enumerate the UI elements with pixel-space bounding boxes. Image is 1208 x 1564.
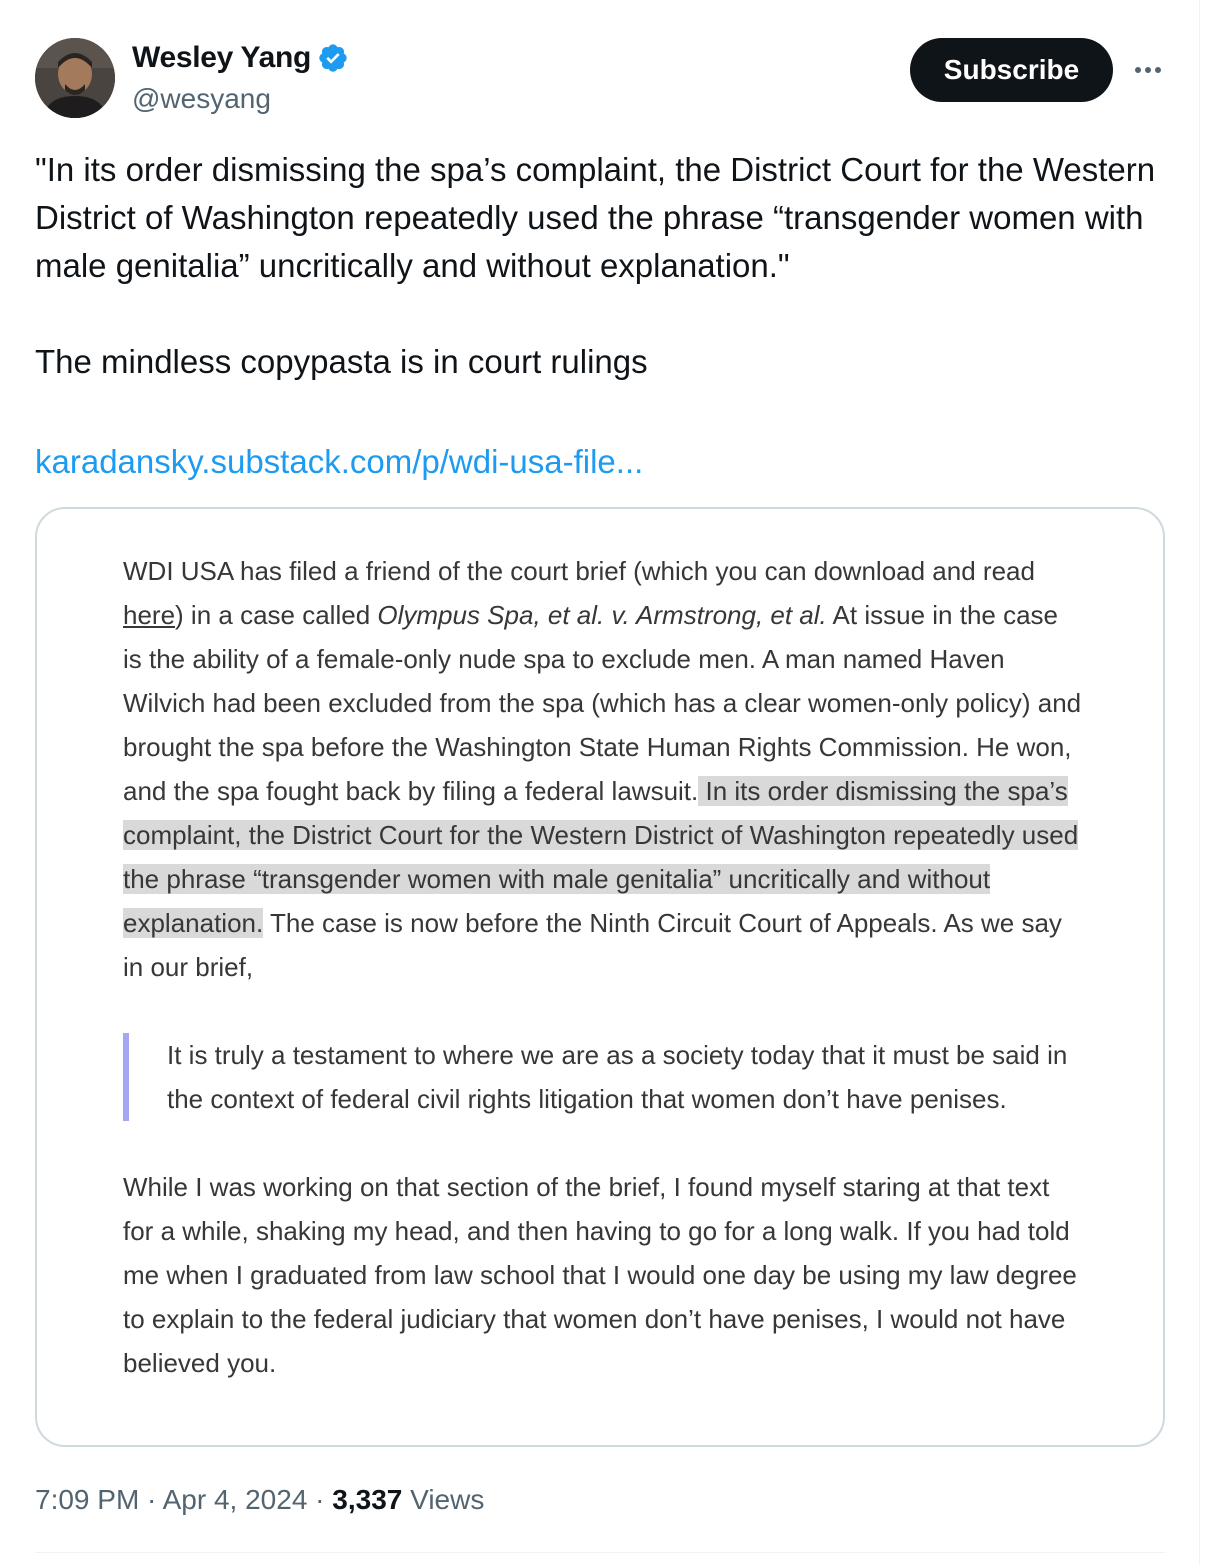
- meta-separator: ·: [307, 1484, 333, 1515]
- tweet-text: [35, 146, 1175, 386]
- more-options-button[interactable]: [1130, 52, 1166, 88]
- article-paragraph-2: While I was working on that section of the brief, I found myself staring at that text for a while, shaking my head, and then having to go for a long walk. If you had told me when I graduated from law school that I would one day be using my law degree to explain to the federal judiciary that women don’t have penises, I would not have believed you.: [123, 1172, 1077, 1378]
- article-paragraph-1: [123, 549, 1083, 989]
- author-handle[interactable]: @wesyang: [132, 83, 271, 114]
- column-divider: [1199, 0, 1200, 1564]
- blockquote-text: It is truly a testament to where we are as a society today that it must be said in the context of federal civil rights litigation that women don’t have penises.: [167, 1040, 1068, 1114]
- author-name-row[interactable]: [132, 40, 349, 76]
- ellipsis-icon: [1130, 52, 1166, 88]
- author-name[interactable]: Wesley Yang: [132, 41, 312, 74]
- tweet-quote-text: "In its order dismissing the spa’s complaint, the District Court for the Western District of Washington repeatedly used the phrase “transgender women with male genitalia” uncritically and without explanation.": [35, 151, 1156, 284]
- tweet-comment: The mindless copypasta is in court rulings: [35, 343, 648, 380]
- article-text: WDI USA has filed a friend of the court brief (which you can download and read: [123, 556, 1035, 586]
- avatar-image: [35, 38, 115, 118]
- divider: [35, 1552, 1165, 1553]
- subscribe-button[interactable]: Subscribe: [910, 38, 1113, 102]
- article-text: At issue in the case is the ability of a female-only nude spa to exclude men. A man named Haven Wilvich had been excluded from the spa (which has a clear women-only policy) and brought the spa before the Washington State Human Rights Commission. He won, and the spa fought back by filing a federal lawsuit.: [123, 600, 1082, 806]
- case-name: Olympus Spa, et al. v. Armstrong, et al.: [377, 600, 827, 630]
- tweet-time[interactable]: 7:09 PM: [35, 1484, 140, 1515]
- article-text: ) in a case called: [175, 600, 378, 630]
- tweet-meta: [35, 1478, 484, 1522]
- views-label: Views: [402, 1484, 485, 1515]
- article-text: The case is now before the Ninth Circuit Court of Appeals. As we say in our brief,: [123, 908, 1062, 982]
- article-here-link: here: [123, 600, 176, 630]
- tweet-date[interactable]: Apr 4, 2024: [162, 1484, 308, 1515]
- avatar[interactable]: [35, 38, 115, 118]
- article-blockquote: [123, 1033, 1083, 1121]
- meta-separator: ·: [139, 1484, 163, 1515]
- highlighted-passage: In its order dismissing the spa’s complaint, the District Court for the Western District of Washington repeatedly used the phrase “transgender women with male genitalia” uncritically and without explanation.: [123, 776, 1079, 938]
- article-excerpt: [123, 549, 1083, 1385]
- article-link[interactable]: karadansky.substack.com/p/wdi-usa-file...: [35, 443, 644, 480]
- views-count: 3,337: [332, 1484, 403, 1515]
- verified-badge-icon: [317, 42, 349, 74]
- article-screenshot-card[interactable]: [35, 507, 1165, 1447]
